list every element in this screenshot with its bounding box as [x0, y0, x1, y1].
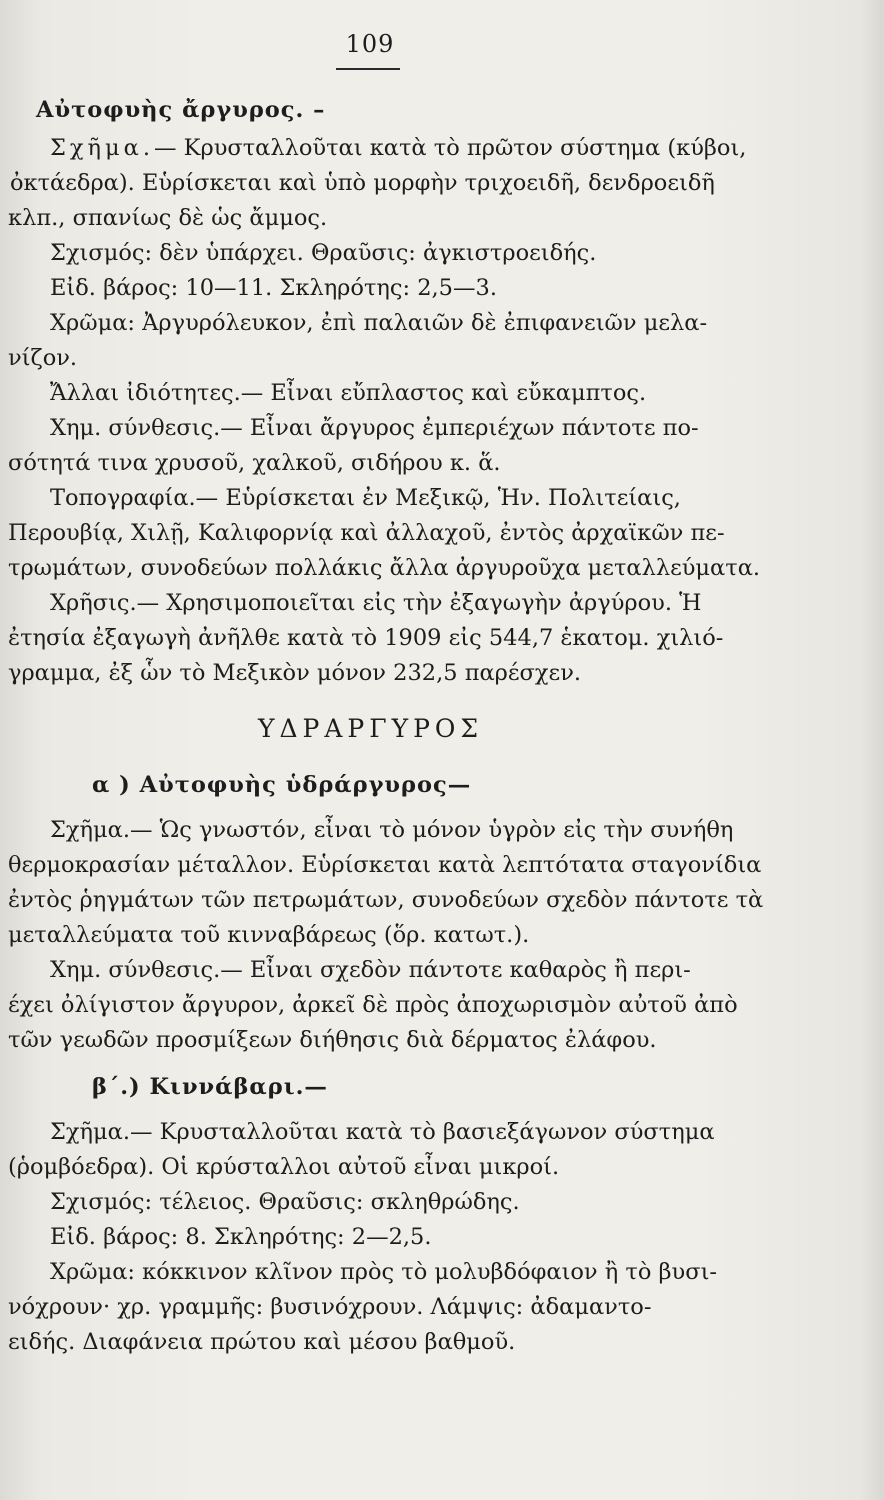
heading-native-silver: Αὐτοφυὴς ἄργυρος. – [36, 97, 326, 123]
silver-line-1-text: — Κρυσταλλοῦται κατὰ τὸ πρῶτον σύστημα (κύβοι, [154, 135, 747, 161]
mercury-line-5: Χημ. σύνθεσις.— Εἶναι σχεδὸν πάντοτε καθαρὸς ἢ περι- [50, 957, 691, 983]
silver-line-3: κλπ., σπανίως δὲ ὡς ἄμμος. [8, 205, 328, 231]
cinnabar-line-6: νόχρουν· χρ. γραμμῆς: βυσινόχρουν. Λάμψις: ἀδαμαντο- [8, 1294, 652, 1320]
mercury-line-6: έχει ὀλίγιστον ἄργυρον, ἀρκεῖ δὲ πρὸς ἀποχωρισμὸν αὐτοῦ ἀπὸ [8, 992, 738, 1018]
page-number: 109 [345, 30, 395, 58]
silver-line-13: τρωμάτων, συνοδεύων πολλάκις ἄλλα ἀργυροῦχα μεταλλεύματα. [8, 555, 761, 581]
cinnabar-line-3: Σχισμός: τέλειος. Θραῦσις: σκληθρώδης. [50, 1189, 520, 1215]
cinnabar-line-5: Χρῶμα: κόκκινον κλῖνον πρὸς τὸ μολυβδόφαιον ἢ τὸ βυσι- [50, 1259, 718, 1285]
mercury-line-2: θερμοκρασίαν μέταλλον. Εὑρίσκεται κατὰ λεπτότατα σταγονίδια [8, 852, 762, 878]
silver-line-12: Περουβίᾳ, Χιλῇ, Καλιφορνίᾳ καὶ ἀλλαχοῦ, ἐντὸς ἀρχαϊκῶν πε- [8, 520, 725, 546]
silver-line-1-label: Σχῆμα. [50, 135, 154, 161]
mercury-line-4: μεταλλεύματα τοῦ κινναβάρεως (ὅρ. κατωτ.). [8, 922, 530, 948]
cinnabar-line-7: ειδής. Διαφάνεια πρώτου καὶ μέσου βαθμοῦ. [8, 1329, 516, 1355]
silver-line-5: Εἰδ. βάρος: 10—11. Σκληρότης: 2,5—3. [50, 275, 497, 301]
cinnabar-line-1: Σχῆμα.— Κρυσταλλοῦται κατὰ τὸ βασιεξάγωνον σύστημα [50, 1119, 715, 1145]
silver-line-1 [50, 133, 746, 163]
silver-line-8: Ἄλλαι ἰδιότητες.— Εἶναι εὔπλαστος καὶ εὔκαμπτος. [50, 380, 647, 406]
heading-native-mercury: α ) Αὐτοφυὴς ὑδράργυρος— [92, 772, 472, 798]
silver-line-10: σότητά τινα χρυσοῦ, χαλκοῦ, σιδήρου κ. ἅ. [8, 450, 501, 476]
silver-line-11: Τοπογραφία.— Εὑρίσκεται ἐν Μεξικῷ, Ἡν. Πολιτείαις, [50, 485, 681, 511]
silver-line-9: Χημ. σύνθεσις.— Εἶναι ἄργυρος ἐμπεριέχων πάντοτε πο- [50, 415, 699, 441]
silver-line-15: ἐτησία ἐξαγωγὴ ἀνῆλθε κατὰ τὸ 1909 εἰς 544,7 ἑκατομ. χιλιό- [8, 625, 724, 651]
cinnabar-line-2: (ῥομβόεδρα). Οἱ κρύσταλλοι αὐτοῦ εἶναι μικροί. [8, 1154, 560, 1180]
silver-line-16: γραμμα, ἐξ ὧν τὸ Μεξικὸν μόνον 232,5 παρέσχεν. [8, 660, 582, 686]
heading-cinnabar: β΄.) Κιννάβαρι.— [92, 1074, 328, 1100]
silver-line-14: Χρῆσις.— Χρησιμοποιεῖται εἰς τὴν ἐξαγωγὴν ἀργύρου. Ἡ [50, 590, 702, 616]
mercury-line-7: τῶν γεωδῶν προσμίξεων διήθησις διὰ δέρματος ἐλάφου. [8, 1027, 657, 1053]
silver-line-7: νίζον. [8, 345, 78, 371]
page-number-underline [336, 68, 400, 70]
silver-line-2: ὀκτάεδρα). Εὑρίσκεται καὶ ὑπὸ μορφὴν τριχοειδῆ, δενδροειδῆ [10, 170, 715, 196]
mercury-line-1: Σχῆμα.— Ὡς γνωστόν, εἶναι τὸ μόνον ὑγρὸν εἰς τὴν συνήθη [50, 817, 734, 843]
silver-line-4: Σχισμός: δὲν ὑπάρχει. Θραῦσις: ἀγκιστροειδής. [50, 240, 597, 266]
silver-line-6: Χρῶμα: Ἀργυρόλευκον, ἐπὶ παλαιῶν δὲ ἐπιφανειῶν μελα- [50, 310, 708, 336]
cinnabar-line-4: Εἰδ. βάρος: 8. Σκληρότης: 2—2,5. [50, 1224, 432, 1250]
section-title-mercury: ΥΔΡΑΡΓΥΡΟΣ [258, 714, 484, 743]
mercury-line-3: ἐντὸς ῥηγμάτων τῶν πετρωμάτων, συνοδεύων σχεδὸν πάντοτε τὰ [8, 887, 764, 913]
